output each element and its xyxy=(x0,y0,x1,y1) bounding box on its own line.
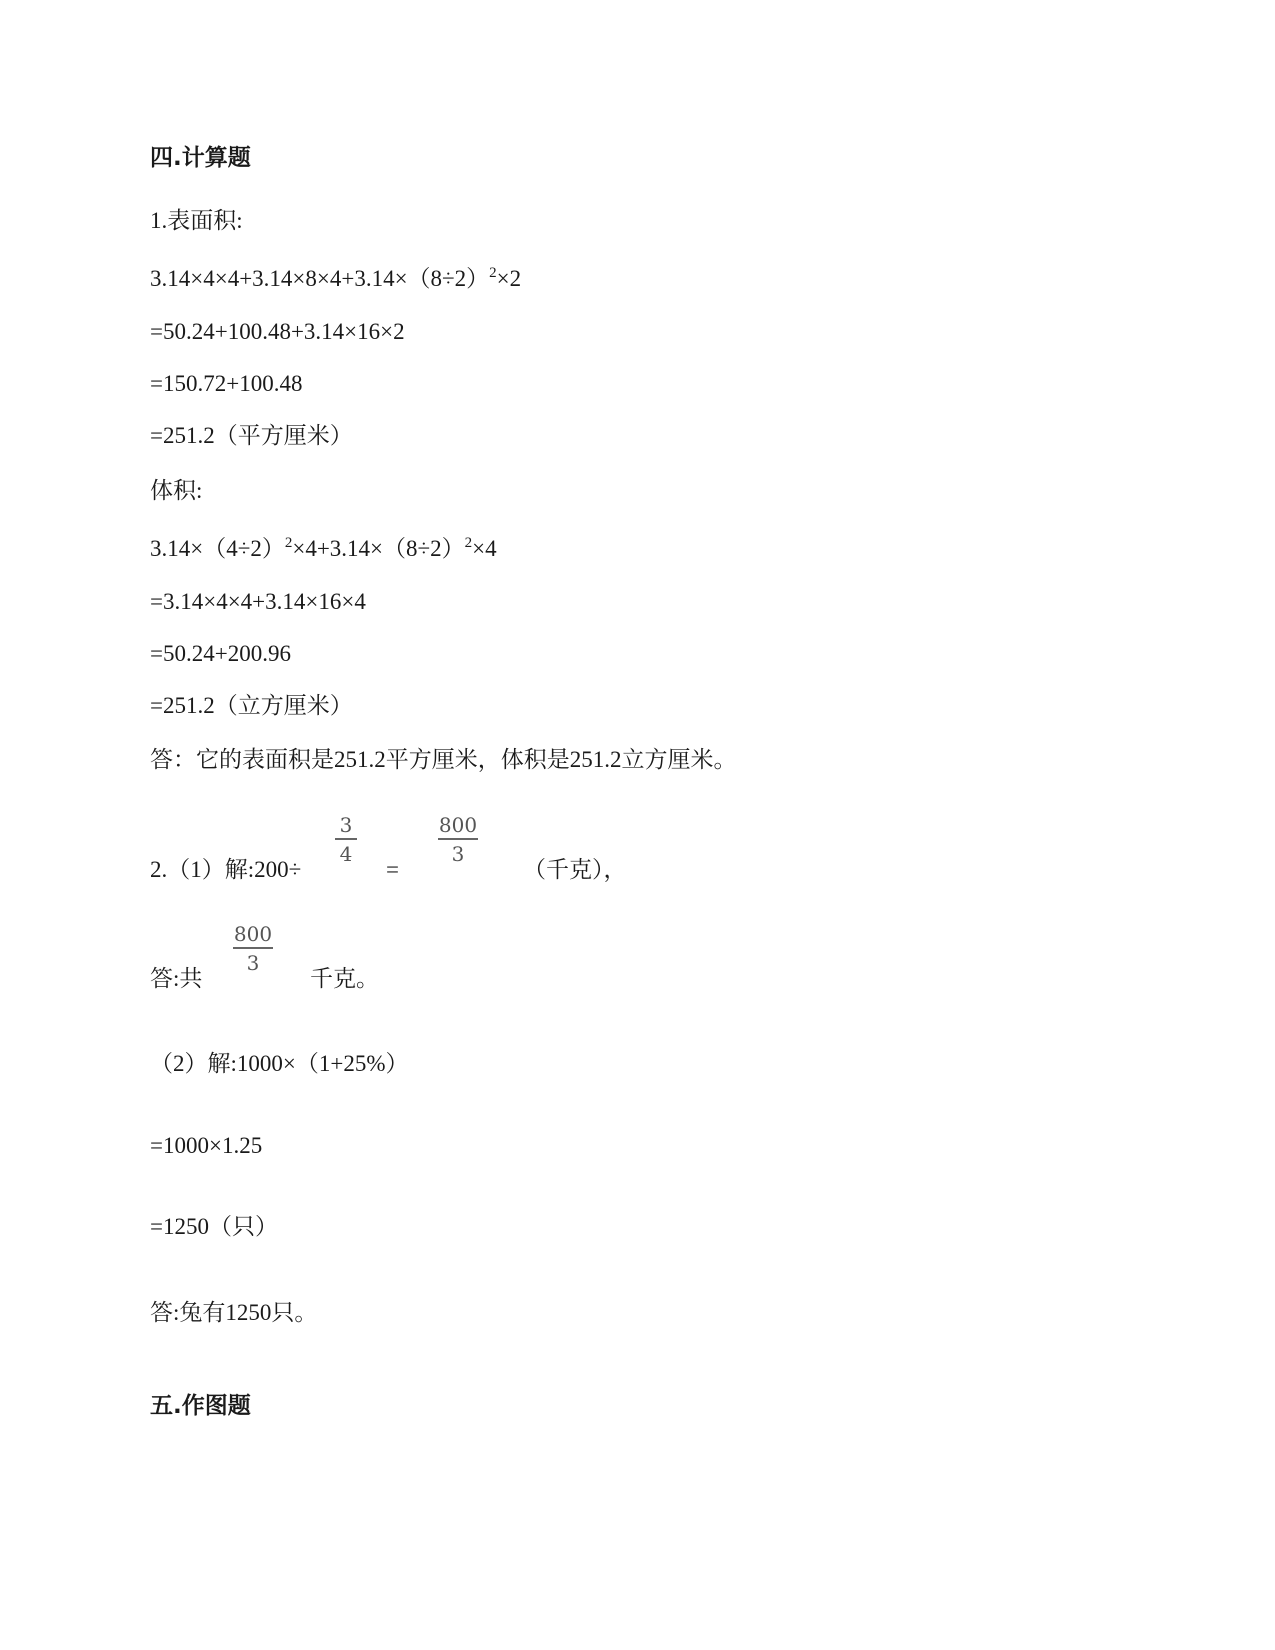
q1-volume-line-1-exponent-2: 2 xyxy=(464,535,473,551)
fraction-3-over-4 xyxy=(335,814,357,865)
document-page xyxy=(150,0,1150,1650)
answer-fraction-800-over-3 xyxy=(233,923,273,974)
q1-surface-line-1-a: 3.14×4×4+3.14×8×4+3.14×（8÷2） xyxy=(150,266,490,291)
section-5-heading: 五.作图题 xyxy=(150,1393,251,1419)
q1-volume-line-1-c: ×4 xyxy=(472,536,497,561)
fraction-bar xyxy=(233,947,273,949)
q1-surface-line-4: =251.2（平方厘米） xyxy=(150,423,353,448)
q1-surface-line-2: =50.24+100.48+3.14×16×2 xyxy=(150,319,405,344)
fraction-numerator: 3 xyxy=(339,813,353,837)
q1-label: 1.表面积: xyxy=(150,208,243,233)
fraction-denominator: 4 xyxy=(339,841,353,866)
q1-volume-line-2: =3.14×4×4+3.14×16×4 xyxy=(150,589,366,614)
q2-part1-unit: （千克）， xyxy=(523,857,627,882)
q1-volume-line-1 xyxy=(150,534,497,564)
fraction-denominator: 3 xyxy=(451,841,465,866)
fraction-800-over-3 xyxy=(438,814,478,865)
fraction-denominator: 3 xyxy=(246,950,260,975)
q2-part2-line-1: （2）解:1000×（1+25%） xyxy=(150,1051,409,1076)
q1-volume-line-1-b: ×4+3.14×（8÷2） xyxy=(292,536,465,561)
q1-volume-line-1-a: 3.14×（4÷2） xyxy=(150,536,285,561)
q2-part1-equals: = xyxy=(386,857,399,882)
q1-volume-line-1-exponent-1: 2 xyxy=(284,535,293,551)
q2-part2-answer: 答:兔有1250只。 xyxy=(150,1300,318,1325)
q1-surface-line-3: =150.72+100.48 xyxy=(150,371,303,396)
q1-volume-label: 体积: xyxy=(150,478,203,503)
q2-part2-line-3: =1250（只） xyxy=(150,1214,278,1239)
fraction-numerator: 800 xyxy=(438,813,478,837)
fraction-numerator: 800 xyxy=(233,922,273,946)
q1-surface-line-1 xyxy=(150,264,521,294)
q1-answer: 答：它的表面积是251.2平方厘米，体积是251.2立方厘米。 xyxy=(150,747,737,772)
q1-surface-line-1-exponent: 2 xyxy=(489,265,497,281)
q2-part1-answer-prefix: 答:共 xyxy=(150,966,203,991)
q1-volume-line-3: =50.24+200.96 xyxy=(150,641,291,666)
fraction-bar xyxy=(438,838,478,840)
q1-volume-line-4: =251.2（立方厘米） xyxy=(150,693,353,718)
fraction-bar xyxy=(335,838,357,840)
q1-surface-line-1-b: ×2 xyxy=(496,266,522,291)
section-4-heading: 四.计算题 xyxy=(150,145,251,171)
q2-part1-prefix: 2.（1）解:200÷ xyxy=(150,857,302,882)
q2-part1-answer-suffix: 千克。 xyxy=(310,966,379,991)
q2-part2-line-2: =1000×1.25 xyxy=(150,1133,263,1158)
